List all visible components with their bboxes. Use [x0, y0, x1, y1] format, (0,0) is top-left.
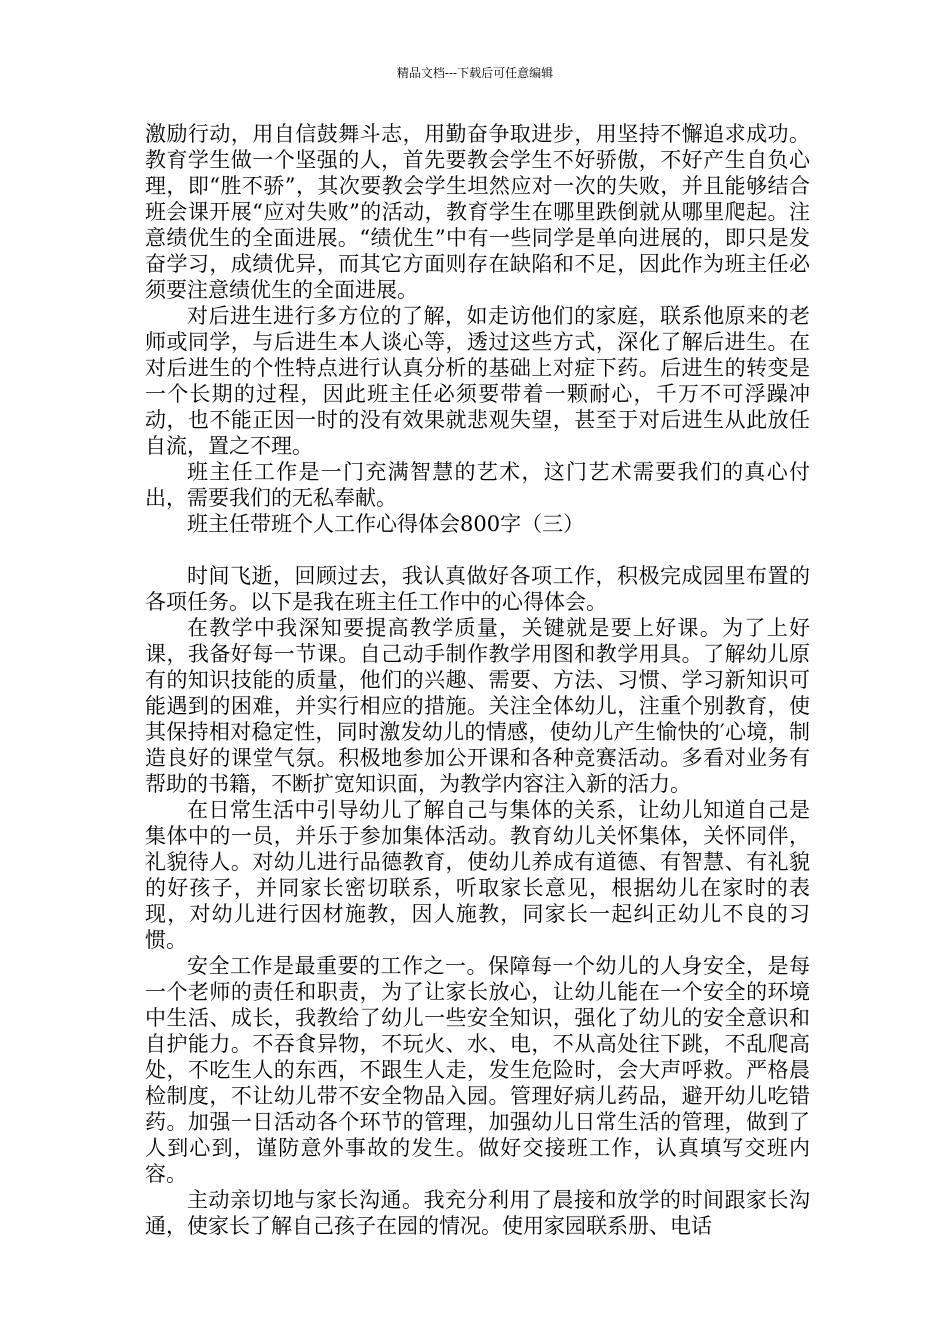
- paragraph: 班主任工作是一门充满智慧的艺术，这门艺术需要我们的真心付出，需要我们的无私奉献。: [145, 460, 810, 510]
- paragraph: 在教学中我深知要提高教学质量，关键就是要上好课。为了上好课，我备好每一节课。自己动手制作教学用图和教学用具。了解幼儿原有的知识技能的质量，他们的兴趣、需要、方法、习惯、学习新知识可能遇到的困难，并实行相应的措施。关注全体幼儿，注重个别教育，使其保持相对稳定性，同时激发幼儿的情感，使幼儿产生愉快的′心境，制造良好的课堂气氛。积极地参加公开课和各种竞赛活动。多看对业务有帮助的书籍，不断扩宽知识面，为教学内容注入新的活力。: [145, 616, 810, 796]
- paragraph: 在日常生活中引导幼儿了解自己与集体的关系，让幼儿知道自己是集体中的一员，并乐于参加集体活动。教育幼儿关怀集体，关怀同伴，礼貌待人。对幼儿进行品德教育，使幼儿养成有道德、有智慧、有礼貌的好孩子，并同家长密切联系，听取家长意见，根据幼儿在家时的表现，对幼儿进行因材施教，因人施教，同家长一起纠正幼儿不良的习惯。: [145, 798, 810, 952]
- document-body: [145, 121, 810, 1239]
- paragraph-continued: 激励行动，用自信鼓舞斗志，用勤奋争取进步，用坚持不懈追求成功。教育学生做一个坚强的人，首先要教会学生不好骄傲，不好产生自负心理，即“胜不骄”，其次要教会学生坦然应对一次的失败，并且能够结合班会课开展“应对失败”的活动，教育学生在哪里跌倒就从哪里爬起。注意绩优生的全面进展。“绩优生”中有一些同学是单向进展的，即只是发奋学习，成绩优异，而其它方面则存在缺陷和不足，因此作为班主任必须要注意绩优生的全面进展。: [145, 122, 810, 302]
- blank-line: [145, 537, 810, 563]
- section-title: 班主任带班个人工作心得体会800字（三）: [187, 512, 585, 536]
- paragraph: 安全工作是最重要的工作之一。保障每一个幼儿的人身安全，是每一个老师的责任和职责，为了让家长放心，让幼儿能在一个安全的环境中生活、成长，我教给了幼儿一些安全知识，强化了幼儿的安全意识和自护能力。不吞食异物，不玩火、水、电，不从高处往下跳，不乱爬高处，不吃生人的东西，不跟生人走，发生危险时，会大声呼救。严格晨检制度，不让幼儿带不安全物品入园。管理好病儿药品，避开幼儿吃错药。加强一日活动各个环节的管理，加强幼儿日常生活的管理，做到了人到心到，谨防意外事故的发生。做好交接班工作，认真填写交班内容。: [145, 954, 810, 1186]
- page-header: 精品文档---下载后可任意编辑: [396, 66, 554, 80]
- paragraph: 主动亲切地与家长沟通。我充分利用了晨接和放学的时间跟家长沟通，使家长了解自己孩子在园的情况。使用家园联系册、电话: [145, 1188, 810, 1238]
- paragraph: 时间飞逝，回顾过去，我认真做好各项工作，积极完成园里布置的各项任务。以下是我在班主任工作中的心得体会。: [145, 564, 810, 614]
- paragraph: 对后进生进行多方位的了解，如走访他们的家庭，联系他原来的老师或同学，与后进生本人谈心等，透过这些方式，深化了解后进生。在对后进生的个性特点进行认真分析的基础上对症下药。后进生的转变是一个长期的过程，因此班主任必须要带着一颗耐心，千万不可浮躁冲动，也不能正因一时的没有效果就悲观失望，甚至于对后进生从此放任自流，置之不理。: [145, 304, 810, 458]
